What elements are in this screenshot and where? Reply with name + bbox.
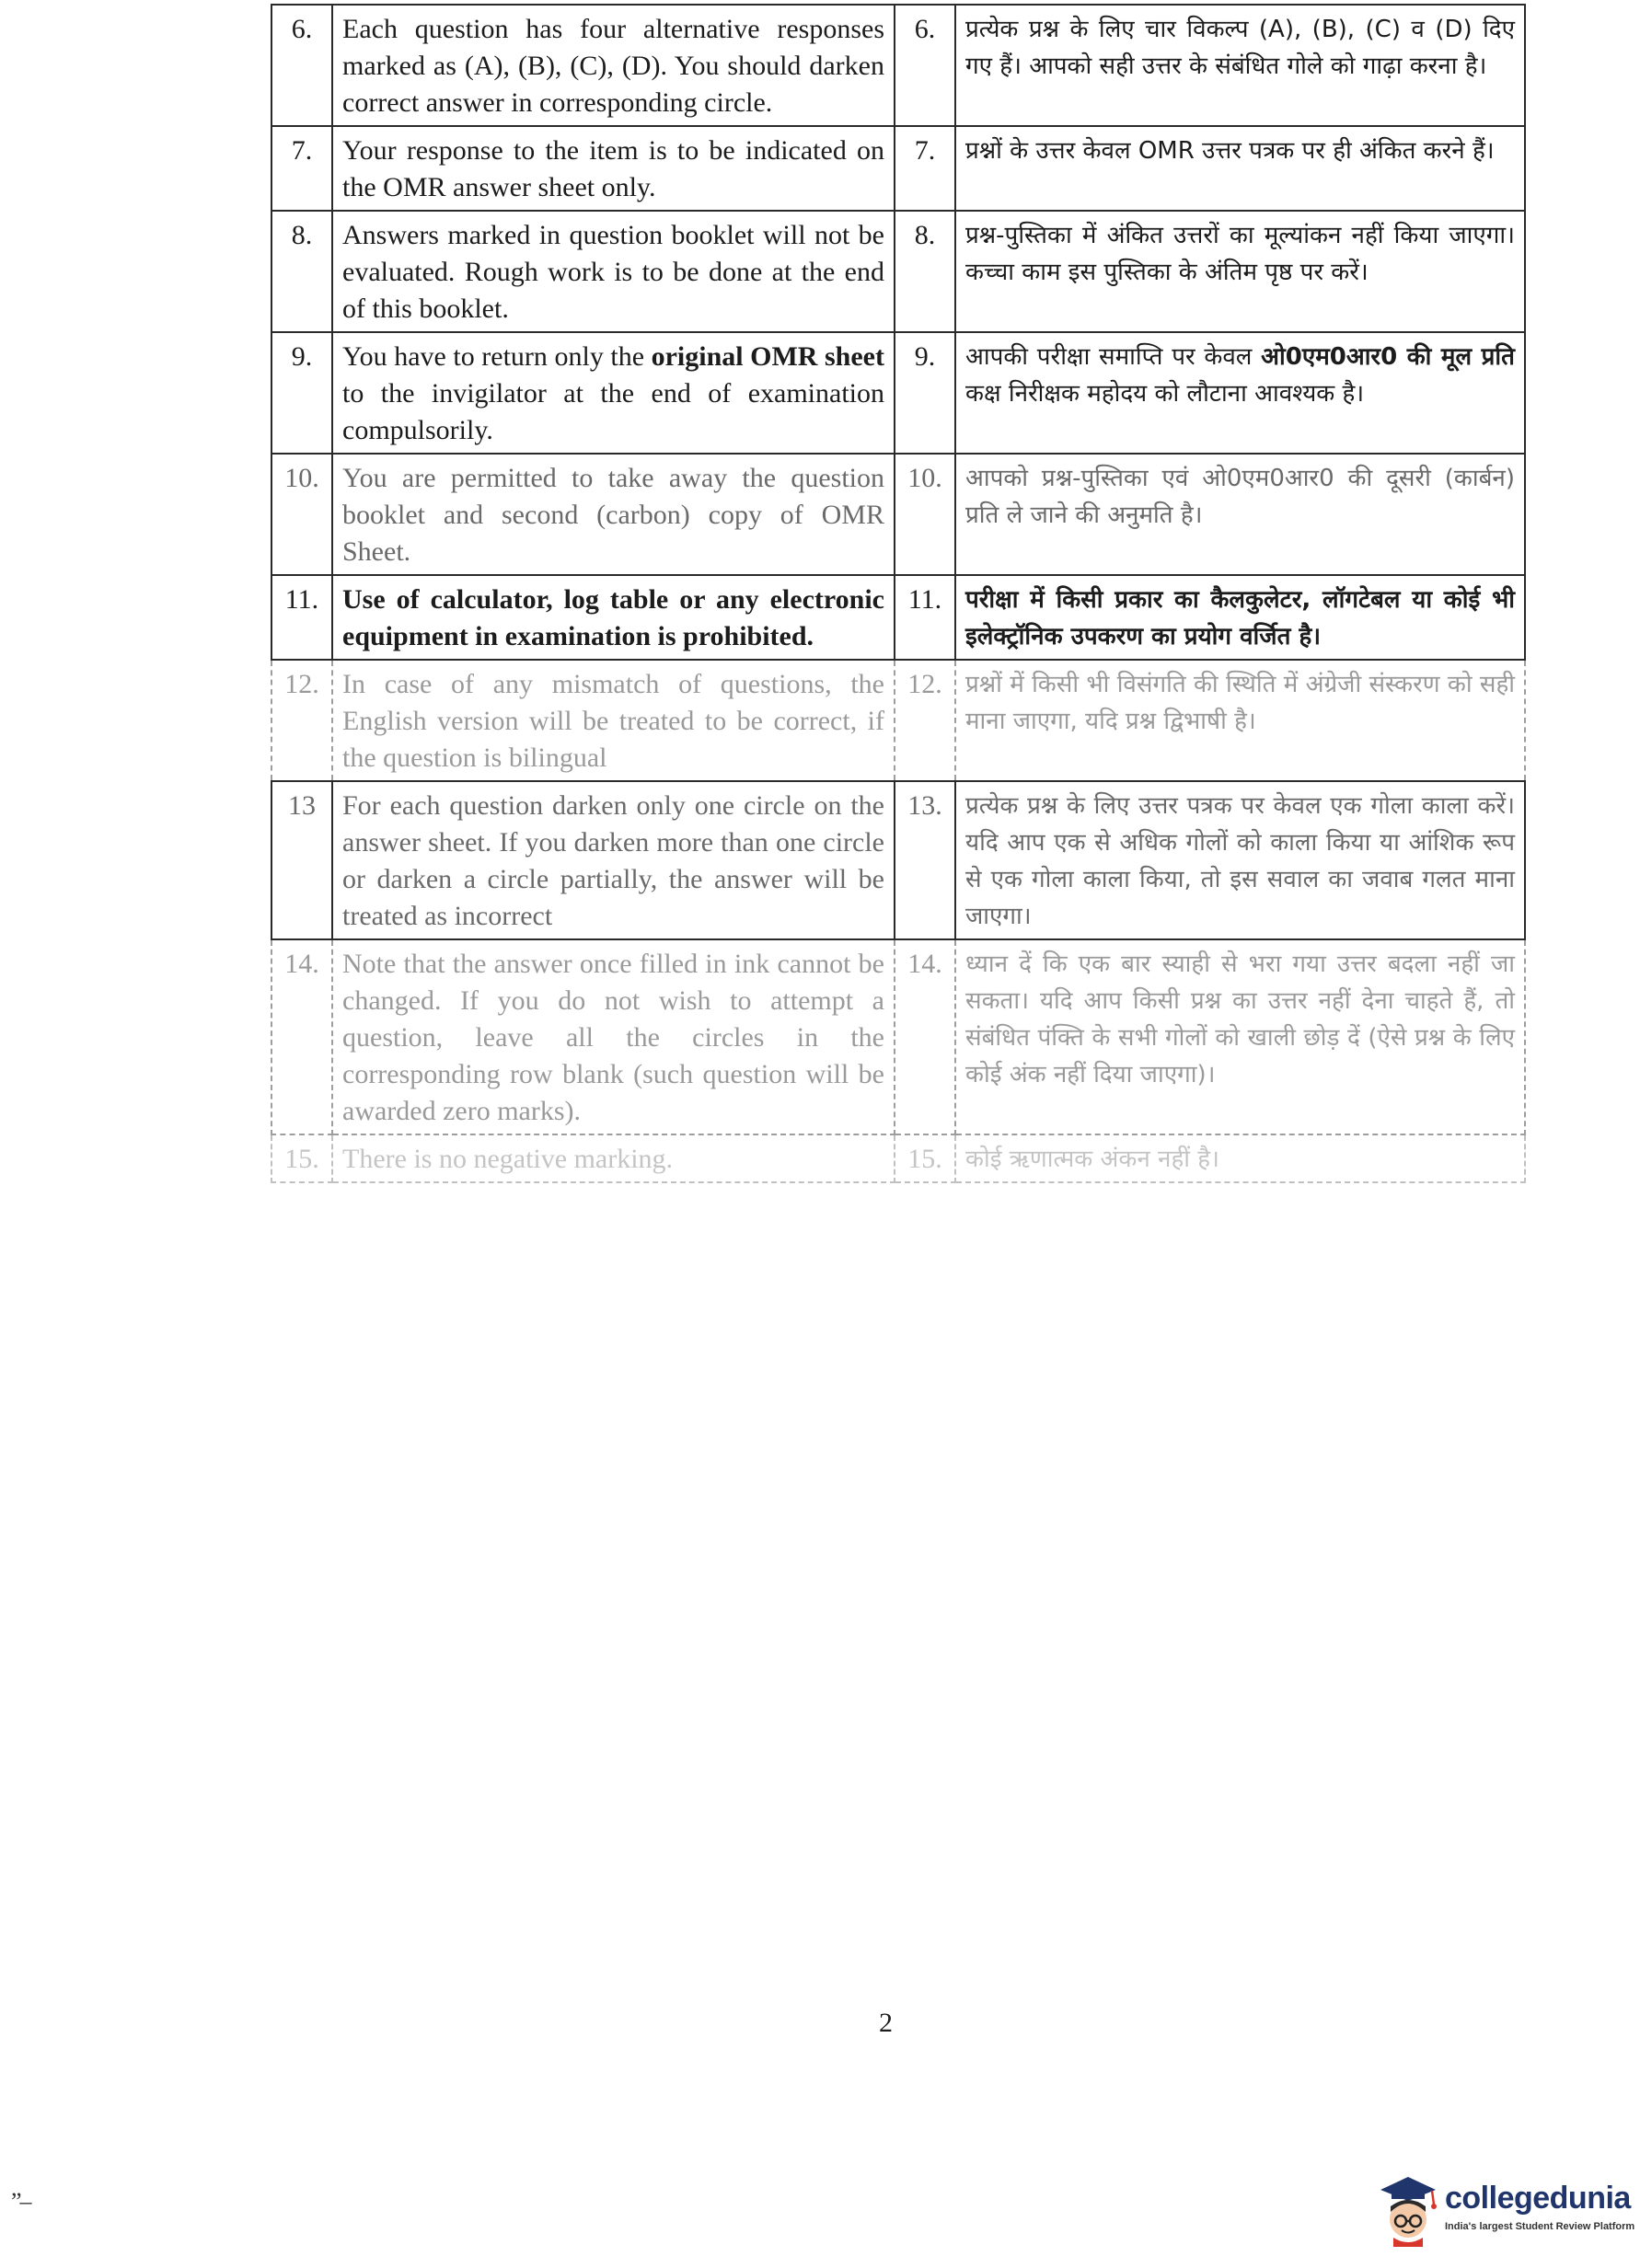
hi-text-part: आपकी परीक्षा समाप्ति पर केवल [965,343,1262,371]
en-item-number: 15. [271,1134,332,1182]
en-item-number: 8. [271,211,332,332]
hi-item-number: 12. [895,660,955,781]
brand-tagline: India's largest Student Review Platform [1445,2221,1635,2232]
scan-corner-mark: ”– [11,2188,30,2215]
en-instruction-text: Each question has four alternative responses marked as (A), (B), (C), (D). You should darken correct answer in corresponding circle. [332,5,895,126]
en-bold-text: original OMR sheet [651,341,884,372]
hi-instruction-text: आपको प्रश्न-पुस्तिका एवं ओ0एम0आर0 की दूसरी (कार्बन) प्रति ले जाने की अनुमति है। [955,454,1525,575]
instruction-row-8 [271,211,1525,332]
instruction-row-6 [271,5,1525,126]
hi-item-number: 8. [895,211,955,332]
hi-text-part: कक्ष निरीक्षक महोदय को लौटाना आवश्यक है। [965,380,1365,408]
hi-item-number: 14. [895,939,955,1134]
hi-instruction-text: प्रश्नों के उत्तर केवल OMR उत्तर पत्रक पर ही अंकित करने हैं। [955,126,1525,211]
instruction-row-9 [271,332,1525,454]
en-instruction-text: Use of calculator, log table or any electronic equipment in examination is prohibited. [332,575,895,660]
hi-instruction-text: प्रत्येक प्रश्न के लिए उत्तर पत्रक पर केवल एक गोला काला करें। यदि आप एक से अधिक गोलों को काला किया या आंशिक रूप से एक गोला काला किया, तो इस सवाल का जवाब गलत माना जाएगा। [955,781,1525,939]
hi-item-number: 6. [895,5,955,126]
instruction-row-14 [271,939,1525,1134]
hi-instruction-text: कोई ऋणात्मक अंकन नहीं है। [955,1134,1525,1182]
en-instruction-text: Answers marked in question booklet will not be evaluated. Rough work is to be done at the end of this booklet. [332,211,895,332]
hi-bold-text: ओ0एम0आर0 की मूल प्रति [1261,343,1515,371]
graduate-mascot-icon [1373,2173,1439,2247]
hi-item-number: 15. [895,1134,955,1182]
en-instruction-text: In case of any mismatch of questions, the English version will be treated to be correct, if the question is bilingual [332,660,895,781]
hi-item-number: 10. [895,454,955,575]
en-item-number: 14. [271,939,332,1134]
hi-instruction-text: प्रश्न-पुस्तिका में अंकित उत्तरों का मूल्यांकन नहीं किया जाएगा। कच्चा काम इस पुस्तिका के अंतिम पृष्ठ पर करें। [955,211,1525,332]
hi-instruction-text: प्रश्नों में किसी भी विसंगति की स्थिति में अंग्रेजी संस्करण को सही माना जाएगा, यदि प्रश्न द्विभाषी है। [955,660,1525,781]
en-instruction-text: Your response to the item is to be indicated on the OMR answer sheet only. [332,126,895,211]
en-instruction-text: Note that the answer once filled in ink cannot be changed. If you do not wish to attempt a question, leave all the circles in the corresponding row blank (such question will be awarded zero marks). [332,939,895,1134]
hi-instruction-text: प्रत्येक प्रश्न के लिए चार विकल्प (A), (B), (C) व (D) दिए गए हैं। आपको सही उत्तर के संबंधित गोले को गाढ़ा करना है। [955,5,1525,126]
instruction-row-12 [271,660,1525,781]
brand-name: collegedunia [1445,2181,1631,2216]
instruction-row-13 [271,781,1525,939]
en-item-number: 6. [271,5,332,126]
hi-item-number: 11. [895,575,955,660]
en-item-number: 12. [271,660,332,781]
en-text-part: You have to return only the [342,341,652,372]
en-instruction-text: There is no negative marking. [332,1134,895,1182]
en-instruction-text: For each question darken only one circle on the answer sheet. If you darken more than one circle or darken a circle partially, the answer will be treated as incorrect [332,781,895,939]
instruction-row-7 [271,126,1525,211]
hi-instruction-text: परीक्षा में किसी प्रकार का कैलकुलेटर, लॉगटेबल या कोई भी इलेक्ट्रॉनिक उपकरण का प्रयोग वर्जित है। [955,575,1525,660]
en-item-number: 10. [271,454,332,575]
en-item-number: 11. [271,575,332,660]
instruction-row-10 [271,454,1525,575]
hi-instruction-text [955,332,1525,454]
en-text-part: to the invigilator at the end of examination compulsorily. [342,378,884,445]
page-number: 2 [879,2008,893,2038]
hi-item-number: 7. [895,126,955,211]
instructions-table [271,4,1526,1183]
collegedunia-watermark [1373,2173,1635,2247]
hi-instruction-text: ध्यान दें कि एक बार स्याही से भरा गया उत्तर बदला नहीं जा सकता। यदि आप किसी प्रश्न का उत्तर नहीं देना चाहते हैं, तो संबंधित पंक्ति के सभी गोलों को खाली छोड़ दें (ऐसे प्रश्न के लिए कोई अंक नहीं दिया जाएगा)। [955,939,1525,1134]
instruction-row-15 [271,1134,1525,1182]
instruction-row-11 [271,575,1525,660]
en-instruction-text [332,332,895,454]
en-item-number: 13 [271,781,332,939]
en-instruction-text: You are permitted to take away the question booklet and second (carbon) copy of OMR Sheet. [332,454,895,575]
hi-item-number: 9. [895,332,955,454]
en-item-number: 7. [271,126,332,211]
en-item-number: 9. [271,332,332,454]
hi-item-number: 13. [895,781,955,939]
